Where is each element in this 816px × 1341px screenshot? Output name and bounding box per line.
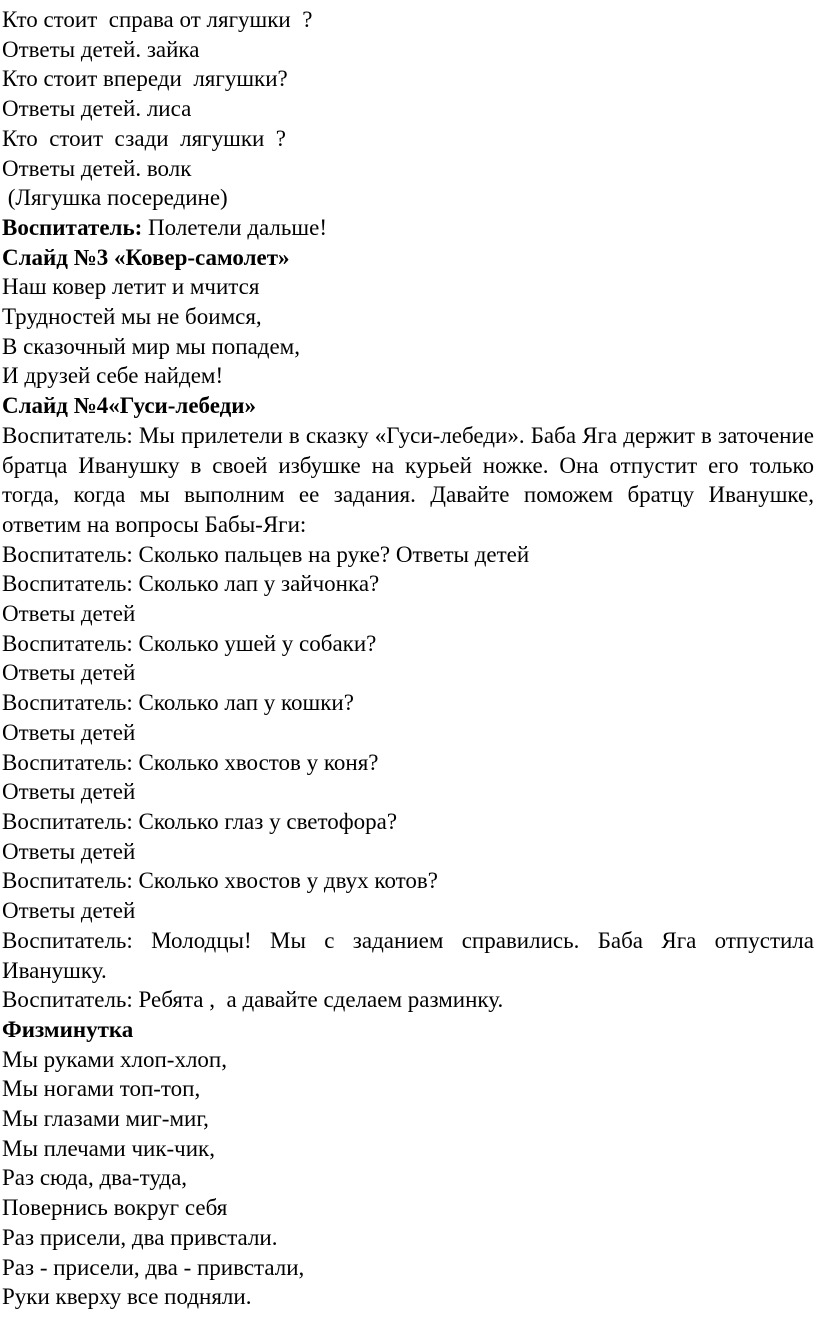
text-line: Воспитатель: Ребята , а давайте сделаем разминку. bbox=[2, 987, 504, 1013]
text-line: Воспитатель: Сколько глаз у светофора? bbox=[2, 808, 398, 834]
rhyme-line: Повернись вокруг себя bbox=[2, 1195, 228, 1221]
text-line: Ответы детей bbox=[2, 838, 136, 864]
text-line: Кто стоит справа от лягушки ? bbox=[2, 7, 313, 32]
text-line: Ответы детей. волк bbox=[2, 155, 192, 181]
rhyme-line: Руки кверху все подняли. bbox=[2, 1284, 252, 1310]
text-line: Ответы детей bbox=[2, 660, 136, 686]
text-line: Ответы детей bbox=[2, 898, 136, 924]
text-line: Кто стоит сзади лягушки ? bbox=[2, 125, 287, 151]
text-line: Ответы детей. зайка bbox=[2, 36, 200, 62]
speaker-text: Полетели дальше! bbox=[142, 214, 327, 240]
text-line: Ответы детей bbox=[2, 719, 136, 745]
text-line: Воспитатель: Сколько лап у кошки? bbox=[2, 690, 354, 716]
poem-line: В сказочный мир мы попадем, bbox=[2, 333, 300, 359]
rhyme-line: Раз - присели, два - привстали, bbox=[2, 1254, 305, 1280]
section-heading: Физминутка bbox=[2, 1016, 134, 1042]
text-line: Воспитатель: Сколько хвостов у коня? bbox=[2, 749, 379, 775]
text-line: Воспитатель: Сколько пальцев на руке? Ответы детей bbox=[2, 541, 530, 567]
text-line: Кто стоит впереди лягушки? bbox=[2, 66, 288, 92]
rhyme-line: Мы плечами чик-чик, bbox=[2, 1135, 215, 1161]
rhyme-line: Раз присели, два привстали. bbox=[2, 1224, 278, 1250]
text-line-educator bbox=[2, 213, 814, 243]
text-line: Ответы детей bbox=[2, 779, 136, 805]
text-line: Воспитатель: Сколько ушей у собаки? bbox=[2, 630, 377, 656]
text-line: (Лягушка посередине) bbox=[2, 185, 228, 211]
poem-line: И друзей себе найдем! bbox=[2, 363, 224, 389]
text-line: Воспитатель: Сколько хвостов у двух котов? bbox=[2, 868, 438, 894]
poem-line: Трудностей мы не боимся, bbox=[2, 304, 262, 330]
paragraph: Воспитатель: Мы прилетели в сказку «Гуси-лебеди». Баба Яга держит в заточение братца Иванушку в своей избушке на курьей ножке. Она отпустит его только тогда, когда мы выполним ее задания. Давайте поможем братцу Иванушке, ответим на вопросы Бабы-Яги: bbox=[2, 422, 814, 537]
speaker-label: Воспитатель: bbox=[2, 214, 143, 240]
text-line: Ответы детей bbox=[2, 601, 136, 627]
poem-line: Наш ковер летит и мчится bbox=[2, 274, 260, 300]
document-page bbox=[2, 5, 814, 1312]
text-line: Воспитатель: Сколько лап у зайчонка? bbox=[2, 571, 380, 597]
rhyme-line: Мы руками хлоп-хлоп, bbox=[2, 1046, 227, 1072]
text-line: Ответы детей. лиса bbox=[2, 96, 192, 122]
rhyme-line: Мы глазами миг-миг, bbox=[2, 1106, 209, 1132]
rhyme-line: Мы ногами топ-топ, bbox=[2, 1076, 201, 1102]
slide-heading: Слайд №3 «Ковер-самолет» bbox=[2, 244, 290, 270]
paragraph: Воспитатель: Молодцы! Мы с заданием справились. Баба Яга отпустила Иванушку. bbox=[2, 927, 814, 983]
rhyme-line: Раз сюда, два-туда, bbox=[2, 1165, 188, 1191]
slide-heading: Слайд №4«Гуси-лебеди» bbox=[2, 393, 257, 419]
